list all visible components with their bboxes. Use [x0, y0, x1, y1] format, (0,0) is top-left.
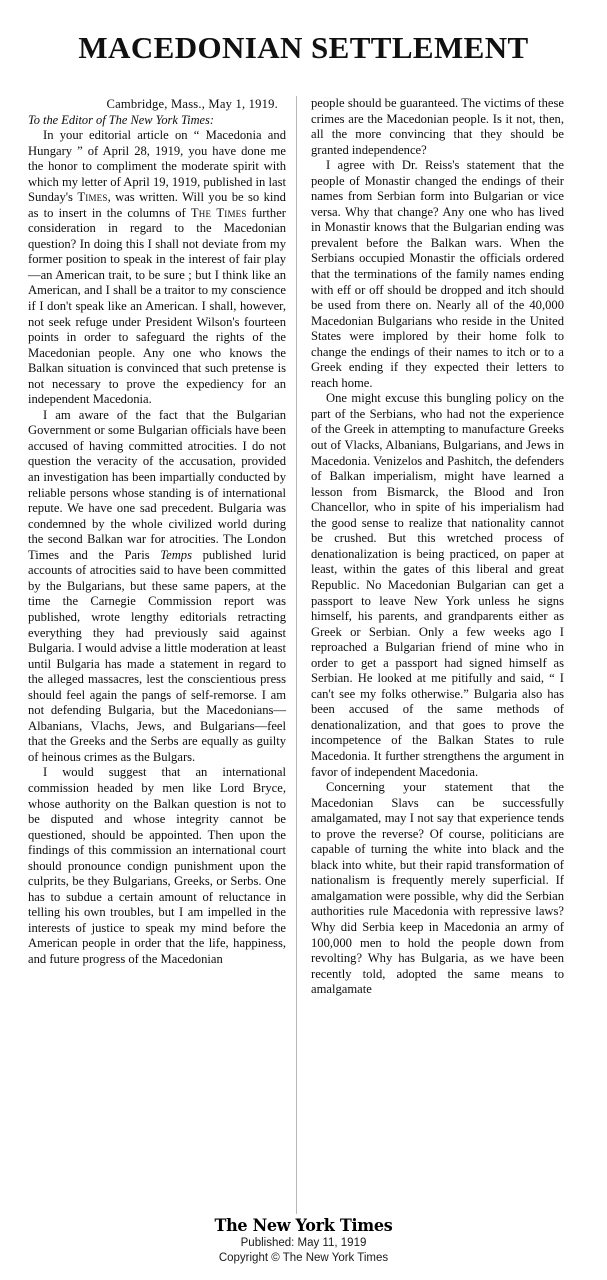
paragraph-2-part-a: I am aware of the fact that the Bulgarian Government or some Bulgarian officials have been accused of having committed atrocities. I do not question the veracity of the accusation, provided an investigation has been impartially conducted by reliable persons whose standing is of international repute. We have one sad precedent. Bulgaria was condemned by the whole civilized world during the second Balkan war for atrocities. The London Times and the Paris: [28, 407, 286, 562]
paragraph-5: One might excuse this bungling policy on the part of the Serbians, who had not the experience of the Greek in attempting to manufacture Greeks out of Vlacks, Albanians, Bulgarians, and Jews in Macedonia. Venizelos and Pashitch, the defenders of Balkan imperialism, might have learned a lesson from Bismarck, the Blood and Iron Chancellor, who in spite of his imperialism had the good sense to realize that nationality cannot be crushed. But this wretched process of denationalization is being practiced, on paper at least, within the gates of this liberal and great Republic. No Macedonian Bulgarian can get a passport to leave New York unless he signs himself, his parents, and grandparents either as Greek or Serbian. Only a few weeks ago I reproached a Bulgarian friend of mine who in order to get a passport had signed himself as Serbian. He looked at me pitifully and said, “ I can't see my folks otherwise.” Bulgaria also has been accused of the same methods of denationalization, and that goes to prove the incompetence of the Balkan States to rule Macedonia. It further strengthens the argument in favor of independent Macedonia.: [311, 391, 564, 779]
paragraph-1-part-c: further consideration in regard to the Macedonian question? In doing this I shall not deviate from my former position to speak in the interest of fair play—an American trait, to be sure ; but I think like an American, and I shall be a traitor to my conscience if I don't speak like an American. I shall, however, not seek refuge under President Wilson's fourteen points in order to safeguard the rights of the Macedonian people. Any one who knows the Balkan situation is convinced that such pretense is not necessary to prove the expediency for an independent Macedonia.: [28, 205, 286, 407]
article-columns: [28, 96, 584, 1214]
paragraph-3: I would suggest that an international commission headed by men like Lord Bryce, whose authority on the Balkan question is not to be disputed and whose integrity cannot be questioned, should be appointed. Then upon the findings of this commission an international court should pronounce condign punishment upon the culprits, be they Bulgarians, Greeks, or Serbs. One has to subdue a certain amount of reluctance in telling his own troubles, but I am impelled in the interests of justice to speak my mind before the American people in order that the life, happiness, and future progress of the Macedonian: [28, 765, 286, 966]
paragraph-3-continued: people should be guaranteed. The victims of these crimes are the Macedonian people. Is it not, then, all the more convincing that they should be granted independence?: [311, 96, 564, 157]
paragraph-4: I agree with Dr. Reiss's statement that the people of Monastir changed the endings of their names from Serbian form into Bulgarian or vice versa. Why that change? Any one who has lived in Monastir knows that the Bulgarian ending was prevalent before the Balkan wars. When the Serbians occupied Monastir the officials ordered that the terminations of the family names ending with eff or off should be dropped and itch should be used from there on. Nearly all of the 40,000 Macedonian Bulgarians who reside in the United States were implored by their home folk to change the endings of their names to itch or to a Greek ending if they expected their letters to reach home.: [311, 158, 564, 390]
times-smallcaps-first: Times: [77, 190, 108, 205]
paragraph-2: [28, 408, 286, 766]
paragraph-2-part-b: published lurid accounts of atrocities said to have been committed by the Bulgarians, but these same papers, at the time the Carnegie Commission report was published, wrote lengthy editorials retracting everything they had previously said against Bulgaria. I would advise a little moderation at least until Bulgaria has made a statement in regard to the alleged massacres, lest the conscientious press should feel again the pangs of self-remorse. I am not defending Bulgaria, but the Macedonians—Albanians, Vlachs, Jews, and Bulgarians—feel that the Greeks and the Serbs are equally as guilty of heinous crimes as the Bulgars.: [28, 547, 286, 764]
paragraph-6: Concerning your statement that the Macedonian Slavs can be successfully amalgamated, may I not say that experience tends to prove the reverse? Of course, politicians are capable of turning the white into black and the black into white, but their rapid transformation of nationalism is frequently merely superficial. If amalgamation were possible, why did the Serbian authorities rule Macedonia with repressive laws? Why did Serbia keep in Macedonia an army of 100,000 men to hold the people down from revolting? Why has Bulgaria, as we have been recently told, adopted the same means to amalgamate: [311, 780, 564, 997]
paragraph-1-part-a: In your editorial article on “ Macedonia and Hungary ” of April 28, 1919, you have done me the honor to compliment the moderate spirit with which my letter of April 19, 1919, published in last Sunday's: [28, 128, 286, 205]
published-date: Published: May 11, 1919: [240, 1237, 367, 1249]
page-title: MACEDONIAN SETTLEMENT: [78, 30, 529, 65]
salutation: To the Editor of The New York Times:: [28, 113, 215, 127]
dateline: Cambridge, Mass., May 1, 1919.: [106, 97, 278, 111]
nyt-masthead-logo: The New York Times: [214, 1216, 393, 1236]
page-footer: [0, 1216, 607, 1266]
paragraph-1: [28, 128, 286, 408]
the-times-smallcaps-second: The Times: [190, 205, 247, 220]
column-left: [28, 96, 296, 1214]
temps-italic: Temps: [160, 547, 192, 562]
paragraph-1-part-b: , was written. Will you be so kind as to insert in the columns of: [28, 190, 286, 220]
column-right: [296, 96, 564, 1214]
copyright-notice: Copyright © The New York Times: [218, 1252, 389, 1264]
